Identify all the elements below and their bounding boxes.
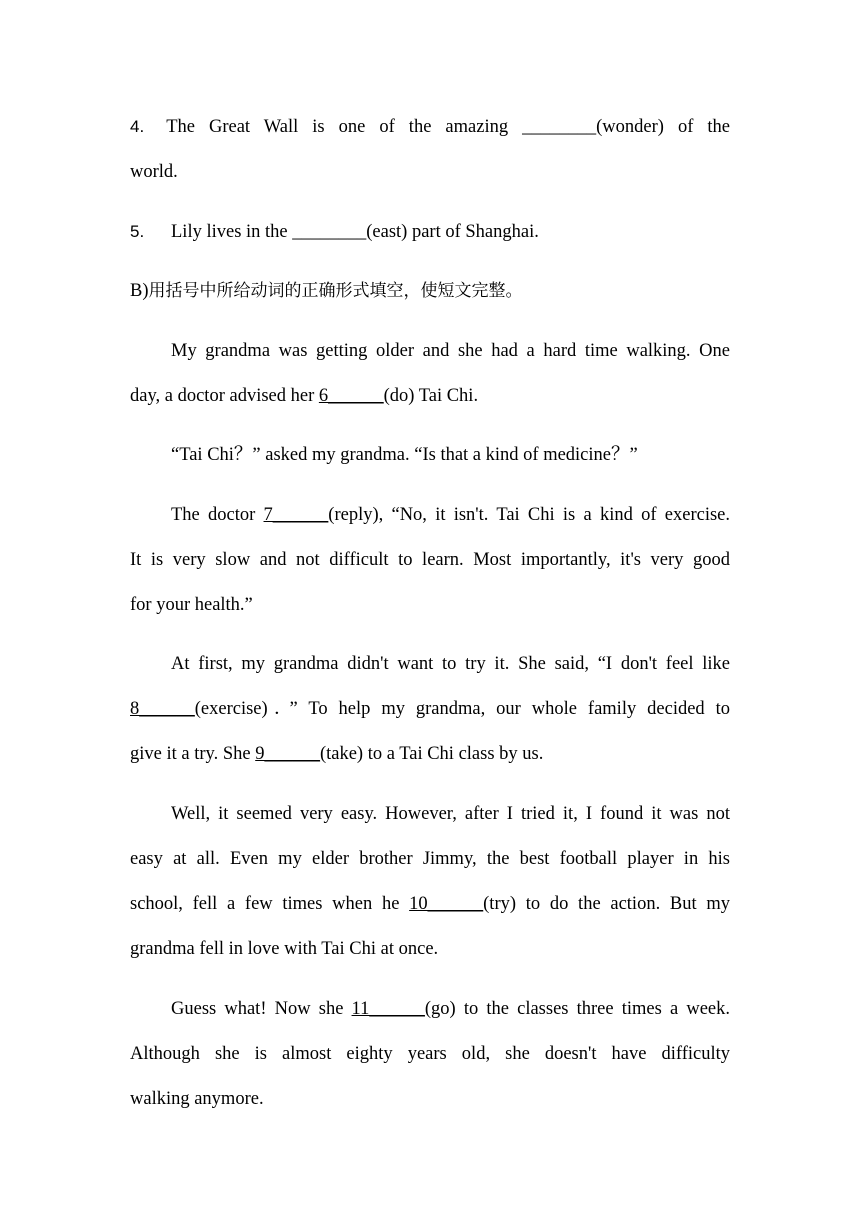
text-run: day, a doctor advised her [130,386,319,406]
paragraph-6-line-2: Although she is almost eighty years old, she doesn't have difficulty [130,1044,730,1064]
text-run: (try) to do the action. But my [483,894,730,914]
paragraph-6-line-3: walking anymore. [130,1089,264,1109]
paragraph-2-line-1: “Tai Chi？” asked my grandma. “Is that a kind of medicine？” [171,445,638,465]
paragraph-5-line-1: Well, it seemed very easy. However, after I tried it, I found it was not [171,804,730,824]
paragraph-5-line-2: easy at all. Even my elder brother Jimmy, the best football player in his [130,849,730,869]
blank-10: 10______ [409,894,484,914]
text-run: (take) to a Tai Chi class by us. [319,744,544,764]
text-run: (reply), “No, it isn't. Tai Chi is a kind of exercise. [328,505,730,525]
blank-7: 7______ [263,505,329,525]
question-5 [130,219,730,245]
paragraph-4-line-2 [130,696,730,722]
paragraph-1-line-2 [130,383,730,409]
text-run: (exercise)．” To help my grandma, our whole family decided to [194,699,730,719]
paragraph-4-line-3 [130,741,730,767]
question-text: The Great Wall is one of the amazing ________(wonder) of the [166,117,730,137]
question-4-line-2: world. [130,162,178,182]
paragraph-3-line-1 [130,502,730,528]
paragraph-1-line-1: My grandma was getting older and she had a hard time walking. One [171,341,730,361]
question-number: 4. [130,117,145,136]
section-b-heading [130,278,730,304]
paragraph-3-line-2: It is very slow and not difficult to learn. Most importantly, it's very good [130,550,730,570]
paragraph-3-line-3: for your health.” [130,595,253,615]
question-text: Lily lives in the ________(east) part of Shanghai. [171,222,539,242]
text-run: (do) Tai Chi. [383,386,479,406]
paragraph-4-line-1: At first, my grandma didn't want to try it. She said, “I don't feel like [171,654,730,674]
paragraph-5-line-4: grandma fell in love with Tai Chi at once. [130,939,439,959]
section-label: B) [130,281,149,301]
question-number: 5. [130,222,145,241]
section-instruction: 用括号中所给动词的正确形式填空，使短文完整。 [148,281,523,301]
paragraph-6-line-1 [130,996,730,1022]
paragraph-5-line-3 [130,891,730,917]
text-run: (go) to the classes three times a week. [424,999,730,1019]
blank-11: 11______ [351,999,425,1019]
blank-9: 9______ [255,744,320,764]
blank-8: 8______ [130,699,195,719]
text-run: school, fell a few times when he [130,894,410,914]
blank-6: 6______ [318,386,384,406]
text-run: Guess what! Now she [171,999,352,1019]
text-run: The doctor [171,505,264,525]
question-4-line-1 [130,114,730,140]
text-run: give it a try. She [130,744,256,764]
